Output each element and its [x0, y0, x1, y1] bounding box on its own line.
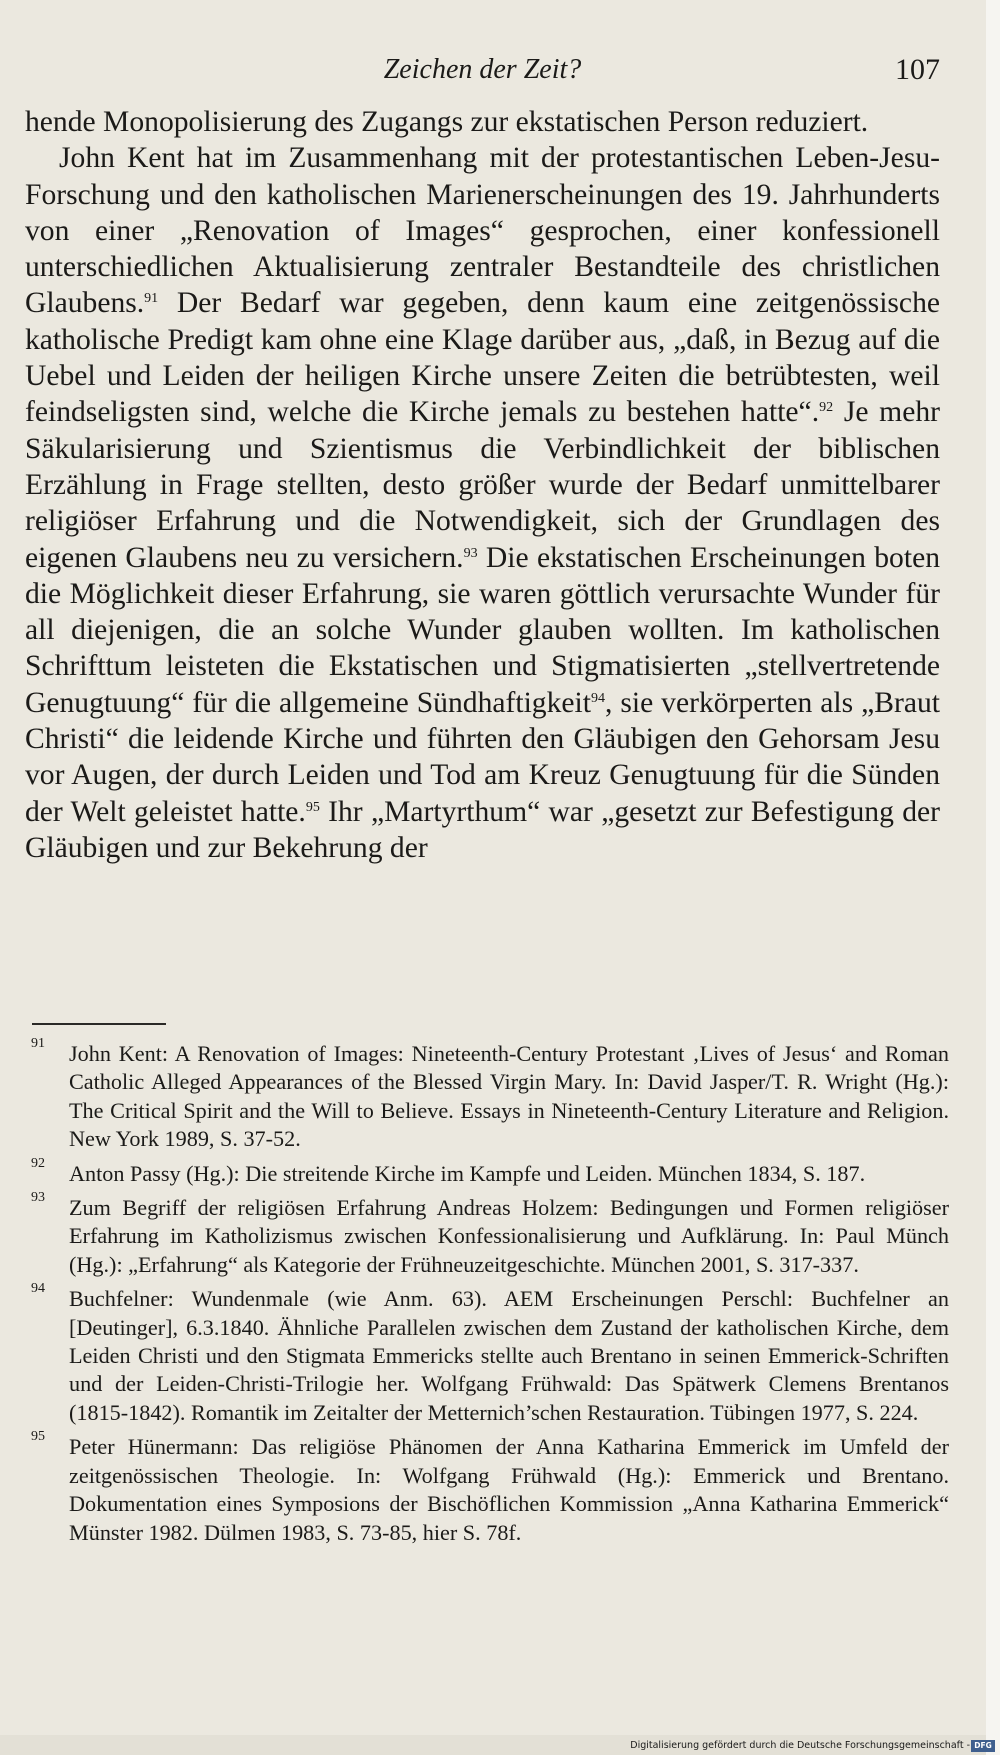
text-run: John Kent hat im Zusammenhang mit der protestantischen Leben-Jesu-Forschung und den katholischen Marienerscheinungen des 19. Jahrhunderts von einer „Renovation of Images“ gesprochen, einer konfessionell unterschiedlichen Aktualisierung zentraler Bestandteile des christlichen Glaubens.: [25, 142, 940, 320]
footnote: [31, 1429, 949, 1547]
footnote-reference[interactable]: 95: [305, 799, 320, 815]
digitization-credit: Digitalisierung gefördert durch die Deutsche Forschungsgemeinschaft -: [630, 1740, 970, 1751]
footnote-text: Zum Begriff der religiösen Erfahrung Andreas Holzem: Bedingungen und Formen religiöser Erfahrung im Katholizismus zwischen Konfessionalisierung und Aufklärung. In: Paul Münch (Hg.): „Erfahrung“ als Kategorie der Frühneuzeitgeschichte. München 2001, S. 317-337.: [69, 1195, 949, 1277]
text-run: , sie verkörperten als „Braut Christi“ die leidende Kirche und führten den Gläubigen den Gehorsam Jesu vor Augen, der durch Leiden und Tod am Kreuz Genugtuung für die Sünden der Welt geleistet hatte.: [25, 686, 940, 828]
footnote-reference[interactable]: 94: [590, 690, 605, 706]
footnote-text: Anton Passy (Hg.): Die streitende Kirche im Kampfe und Leiden. München 1834, S. 187.: [69, 1160, 866, 1186]
footnote: [31, 1155, 949, 1188]
paragraph: hende Monopolisierung des Zugangs zur ekstatischen Person reduziert.: [25, 106, 869, 138]
text-run: Der Bedarf war gegeben, denn kaum eine zeitgenössische katholische Predigt kam ohne eine Klage darüber aus, „daß, in Bezug auf die Uebel und Leiden der heiligen Kirche unsere Zeiten die betrübtesten, weil feindseligsten sind, welche die Kirche jemals zu bestehen hatte“.: [25, 287, 940, 429]
footnote-text: Buchfelner: Wundenmale (wie Anm. 63). AEM Erscheinungen Perschl: Buchfelner an [Deutinger], 6.3.1840. Ähnliche Parallelen zwischen dem Zustand der katholischen Kirche, dem Leiden Christi und den Stigmata Emmericks stellte auch Brentano in seinen Emmerick-Schriften und der Leiden-Christi-Trilogie her. Wolfgang Frühwald: Das Spätwerk Clemens Brentanos (1815-1842). Romantik im Zeitalter der Metternich’schen Restauration. Tübingen 1977, S. 224.: [69, 1286, 949, 1425]
page-number: 107: [895, 53, 940, 86]
footnote-text: John Kent: A Renovation of Images: Nineteenth-Century Protestant ‚Lives of Jesus‘ and Roman Catholic Alleged Appearances of the Blessed Virgin Mary. In: David Jasper/T. R. Wright (Hg.): The Critical Spirit and the Will to Believe. Essays in Nineteenth-Century Literature and Religion. New York 1989, S. 37-52.: [69, 1041, 949, 1152]
footnote-number: 94: [31, 1281, 45, 1297]
footnote: [31, 1281, 949, 1427]
footnote-reference[interactable]: 91: [144, 291, 159, 307]
dfg-logo-icon: DFG: [971, 1740, 995, 1752]
footnote-reference[interactable]: 93: [463, 545, 478, 561]
text-run: Die ekstatischen Erscheinungen boten die Möglichkeit dieser Erfahrung, sie waren göttlich verursachte Wunder für all diejenigen, die an solche Wunder glauben wollten. Im katholischen Schrifttum leisteten die Ekstatischen und Stigmatisierten „stellvertretende Genugtuung“ für die allgemeine Sündhaftigkeit: [25, 541, 940, 719]
running-title: Zeichen der Zeit?: [383, 54, 582, 85]
footnote: [31, 1190, 949, 1279]
footnote-number: 93: [31, 1190, 45, 1206]
footnote-number: 91: [31, 1036, 45, 1051]
footnotes: [31, 1036, 949, 1553]
paragraph: [25, 140, 940, 866]
footnote-number: 92: [31, 1155, 45, 1171]
footnote-reference[interactable]: 92: [819, 400, 834, 416]
text-run: Je mehr Säkularisierung und Szientismus die Verbindlichkeit der biblischen Erzählung in Frage stellten, desto größer wurde der Bedarf unmittelbarer religiöser Erfahrung und die Notwendigkeit, sich der Grundlagen des eigenen Glaubens neu zu versichern.: [25, 396, 940, 574]
main-text: [25, 104, 940, 866]
footnote-number: 95: [31, 1429, 45, 1445]
page-header: [25, 52, 940, 96]
text-run: Ihr „Martyrthum“ war „gesetzt zur Befestigung der Gläubigen und zur Bekehrung der: [25, 795, 940, 864]
page-edge: [986, 0, 1000, 1755]
footnote-separator: [32, 1023, 166, 1025]
footnote: [31, 1036, 949, 1154]
footnote-text: Peter Hünermann: Das religiöse Phänomen der Anna Katharina Emmerick im Umfeld der zeitgenössischen Theologie. In: Wolfgang Frühwald (Hg.): Emmerick und Brentano. Dokumentation eines Symposions der Bischöflichen Kommission „Anna Katharina Emmerick“ Münster 1982. Dülmen 1983, S. 73-85, hier S. 78f.: [69, 1434, 949, 1545]
